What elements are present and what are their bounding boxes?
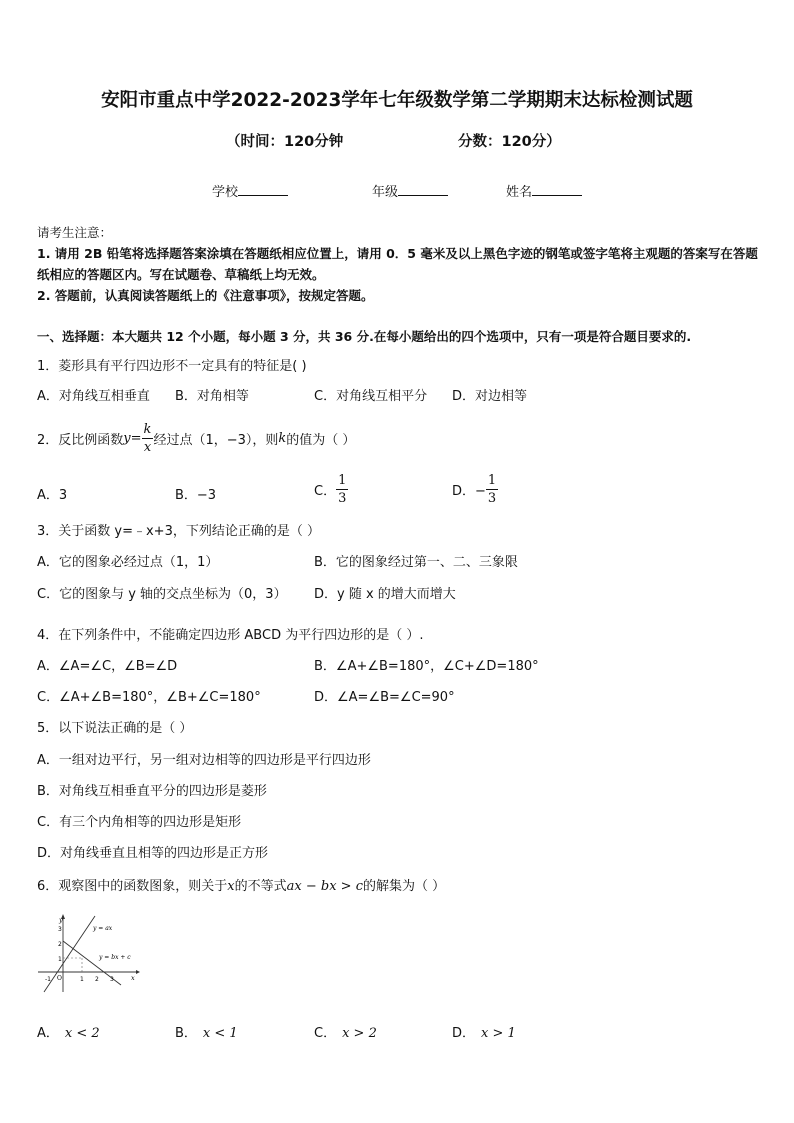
grade-field [372,181,448,200]
grade-blank [398,183,448,196]
graph-xtick-neg1: -1 [45,976,51,983]
q1-stem: 1．菱形具有平行四边形不一定具有的特征是( ) [37,359,307,374]
q3-stem: 3．关于函数 y=﹣x+3，下列结论正确的是（ ） [37,524,320,539]
school-field [212,181,288,200]
q6-d-value: x > 1 [481,1026,516,1041]
notes-item-2: 2. 答题前，认真阅读答题纸上的《注意事项》，按规定答题。 [37,288,374,303]
q6-c-value: x > 2 [342,1026,377,1041]
q4-option-a: A．∠A=∠C，∠B=∠D [37,659,178,674]
q2-c-den: 3 [338,491,347,506]
q6-d-label: D． [452,1026,476,1041]
q1-option-d: D．对边相等 [452,389,528,404]
q4-option-d: D．∠A=∠B=∠C=90° [314,690,455,705]
graph-xtick-2: 2 [95,976,99,983]
name-field [506,181,582,200]
notes-item-1: 1. 请用 2B 铅笔将选择题答案涂填在答题纸相应位置上，请用 0．5 毫米及以上黑色字迹的钢笔或签字笔将主观题的答案写在答题纸相应的答题区内。写在试题卷、草稿纸上均无效。 [37,246,758,282]
school-blank [238,183,288,196]
notes-heading: 请考生注意： [37,225,113,240]
q5-option-c: C．有三个内角相等的四边形是矩形 [37,815,242,830]
graph-xtick-3: 3 [110,976,114,983]
q6-b-label: B． [175,1026,197,1041]
q5-option-b: B．对角线互相垂直平分的四边形是菱形 [37,784,267,799]
q5-option-d: D．对角线垂直且相等的四边形是正方形 [37,846,269,861]
q4-option-b: B．∠A+∠B=180°，∠C+∠D=180° [314,659,539,674]
graph-x-label: x [131,974,135,982]
q6-a-label: A． [37,1026,59,1041]
graph-label-line1: y = ax [93,925,113,932]
q2-d-den: 3 [487,491,497,506]
q2-d-label: D．− [452,484,486,499]
q2-d-num: 1 [487,473,497,488]
q6-c-label: C． [314,1026,337,1041]
q6-option-c [314,1022,377,1041]
q6-b-value: x < 1 [202,1026,238,1041]
exam-time: （时间：120分钟 [226,134,344,150]
graph-label-line2: y = bx + c [99,954,131,961]
q3-option-b: B．它的图象经过第一、二、三象限 [314,555,518,570]
exam-score: 分数：120分） [458,134,561,150]
graph-origin-label: O [57,975,62,982]
q3-option-a: A．它的图象必经过点（1，1） [37,555,219,570]
q6-stem-pre: 6．观察图中的函数图象，则关于 [37,879,228,894]
q2-var-y: y [123,431,131,446]
name-label: 姓名 [506,185,533,200]
q2-fraction [142,421,154,456]
q6-option-b [175,1022,238,1041]
q2-var-k: k [278,431,287,446]
q2-option-a: A．3 [37,488,68,503]
q2-option-c [314,472,348,507]
q2-c-num: 1 [338,473,347,488]
q2-equals: = [130,431,142,446]
q2-frac-num: k [143,422,152,437]
q6-stem [37,875,445,894]
school-label: 学校 [212,185,239,200]
name-blank [532,183,582,196]
q2-c-fraction [336,472,348,507]
q6-stem-mid: 的不等式 [234,879,287,894]
grade-label: 年级 [372,185,399,200]
page-title: 安阳市重点中学2022-2023学年七年级数学第二学期期末达标检测试题 [101,90,693,111]
section-heading: 一、选择题：本大题共 12 个小题，每小题 3 分，共 36 分.在每小题给出的四个选项中，只有一项是符合题目要求的. [37,329,692,344]
q2-option-b: B．−3 [175,488,217,503]
q6-var-x: x [227,879,235,894]
q2-stem-pre: 2．反比例函数 [37,433,124,448]
q5-stem: 5．以下说法正确的是（ ） [37,721,193,736]
q2-d-fraction [486,472,498,507]
q6-stem-post: 的解集为（ ） [362,879,446,894]
candidate-notes [37,222,762,306]
q1-option-a: A．对角线互相垂直 [37,389,150,404]
graph-x-arrow [136,970,140,974]
q4-stem: 4．在下列条件中，不能确定四边形 ABCD 为平行四边形的是（ ）. [37,628,424,643]
q1-option-b: B．对角相等 [175,389,249,404]
q1-option-c: C．对角线互相平分 [314,389,428,404]
graph-line-y-ax [44,916,95,992]
q5-option-a: A．一组对边平行，另一组对边相等的四边形是平行四边形 [37,753,371,768]
q3-option-c: C．它的图象与 y 轴的交点坐标为（0，3） [37,587,287,602]
graph-y-label: y [59,916,63,924]
q3-option-d: D．y 随 x 的增大而增大 [314,587,456,602]
q6-inequality: ax − bx > c [286,879,363,894]
graph-ytick-3: 3 [58,926,62,933]
graph-xtick-1: 1 [80,976,84,983]
q2-frac-den: x [143,440,152,455]
graph-ytick-2: 2 [58,941,62,948]
q2-stem [37,421,355,456]
graph-ytick-1: 1 [58,956,62,963]
q6-option-d [452,1022,516,1041]
q2-stem-post: 的值为（ ） [286,433,356,448]
q2-stem-mid: 经过点（1，−3），则 [153,433,279,448]
q6-function-graph [36,914,140,994]
q2-c-label: C． [314,484,337,499]
q4-option-c: C．∠A+∠B=180°，∠B+∠C=180° [37,690,261,705]
q6-option-a [37,1022,100,1041]
q2-option-d [452,472,498,507]
q6-a-value: x < 2 [64,1026,100,1041]
